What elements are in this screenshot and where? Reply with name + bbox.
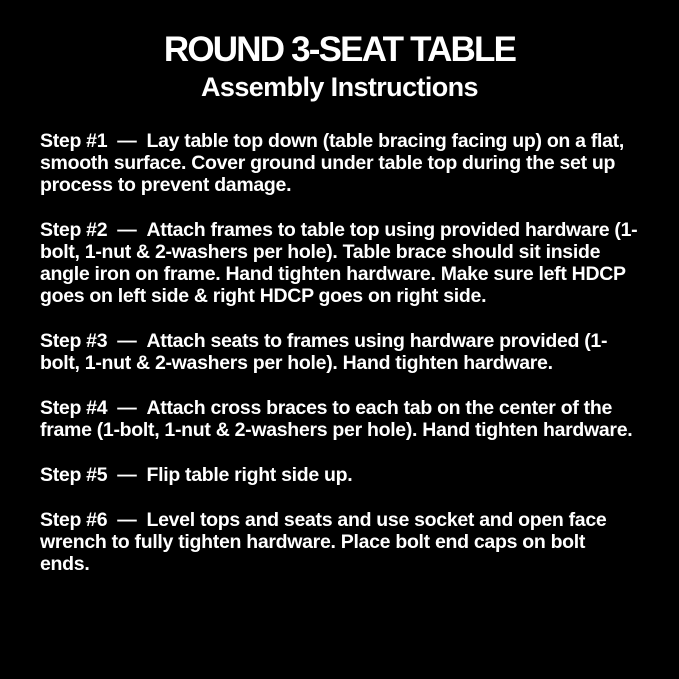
step-2-label: Step #2: [40, 218, 108, 241]
step-1-text: Lay table top down (table bracing facing up) on a flat, smooth surface. Cover ground under table top during the set up process to prevent damage.: [40, 129, 624, 196]
step-4-label: Step #4: [40, 396, 108, 419]
page-subtitle: Assembly Instructions: [201, 72, 478, 103]
step-5-label: Step #5: [40, 463, 108, 486]
step-5-text: Flip table right side up.: [146, 463, 353, 486]
step-1-label: Step #1: [40, 129, 108, 152]
step-4: [40, 397, 639, 441]
step-1: [40, 130, 639, 196]
page-title: ROUND 3-SEAT TABLE: [163, 30, 516, 69]
header: [40, 30, 639, 104]
step-6: [40, 509, 639, 575]
step-6-label: Step #6: [40, 508, 108, 531]
step-5: [40, 464, 639, 486]
step-3-dash: —: [117, 329, 137, 352]
step-3-text: Attach seats to frames using hardware provided (1-bolt, 1-nut & 2-washers per hole). Hand tighten hardware.: [40, 329, 608, 374]
step-1-dash: —: [117, 129, 137, 152]
step-4-dash: —: [117, 396, 137, 419]
step-6-dash: —: [117, 508, 137, 531]
step-6-text: Level tops and seats and use socket and open face wrench to fully tighten hardware. Place bolt end caps on bolt ends.: [40, 508, 607, 575]
step-2-text: Attach frames to table top using provided hardware (1-bolt, 1-nut & 2-washers per hole). Table brace should sit inside angle iron on frame. Hand tighten hardware. Make sure left HDCP goes on left side & right HDCP goes on right side.: [40, 218, 638, 307]
steps-list: [40, 130, 639, 575]
step-4-text: Attach cross braces to each tab on the center of the frame (1-bolt, 1-nut & 2-washers per hole). Hand tighten hardware.: [40, 396, 633, 441]
step-3-label: Step #3: [40, 329, 108, 352]
step-5-dash: —: [117, 463, 137, 486]
step-2: [40, 219, 639, 307]
step-3: [40, 330, 639, 374]
step-2-dash: —: [117, 218, 137, 241]
